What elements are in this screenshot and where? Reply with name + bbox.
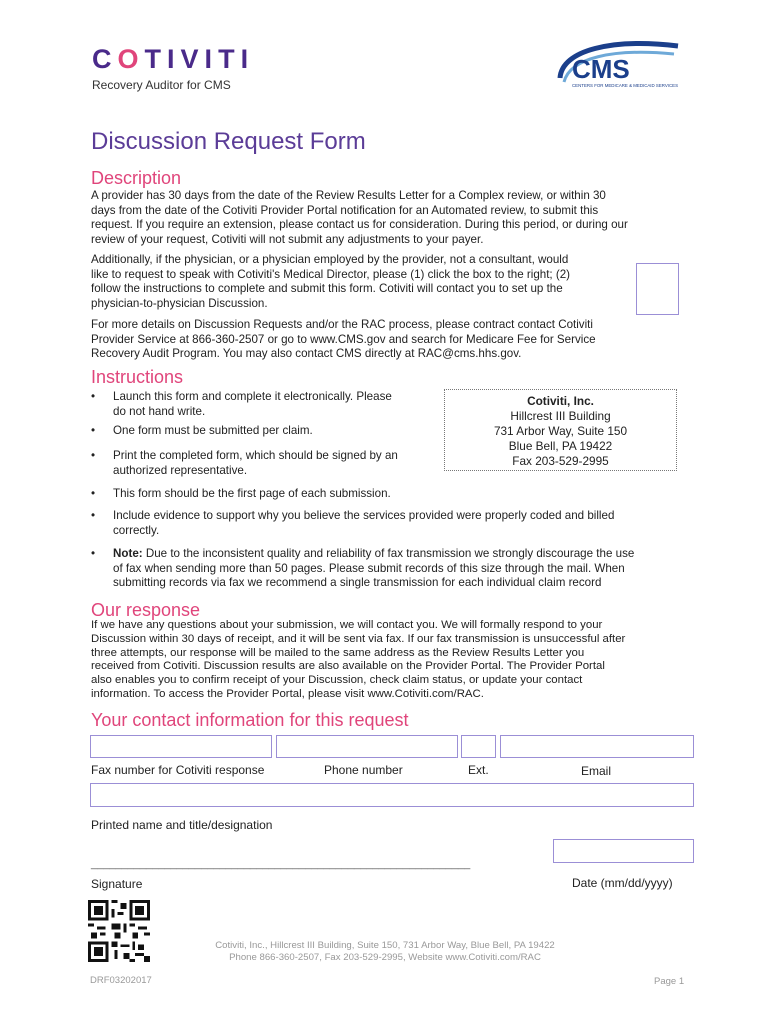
text-line: Additionally, if the physician, or a physician employed by the provider, not a consultant, would (91, 253, 569, 266)
response-heading: Our response (91, 600, 201, 620)
text-line: review of your request, Cotiviti will not submit any adjustments to your payer. (91, 232, 484, 246)
text-line: three attempts, our response will be mailed to the same address as the Review Results Letter you (91, 646, 585, 659)
form-id: DRF03202017 (90, 975, 152, 986)
text-line: of fax when sending more than 50 pages. Please submit records of this size through the mail. When (113, 561, 625, 575)
list-item (91, 547, 681, 592)
description-para3 (91, 318, 681, 362)
printed-name-field[interactable] (90, 783, 694, 807)
footer-line2: Phone 866-360-2507, Fax 203-529-2995, Website www.Cotiviti.com/RAC (229, 952, 541, 963)
text-line: One form must be submitted per claim. (113, 424, 313, 437)
email-label: Email (581, 764, 612, 778)
bullet-glyph: • (91, 390, 96, 403)
text-line: Discussion within 30 days of receipt, and it will be sent via fax. If our fax transmission is unsuccessful after (91, 632, 626, 645)
text-line: information. To access the Provider Portal, please visit www.Cotiviti.com/RAC. (91, 687, 484, 700)
cms-logo-subtext: CENTERS FOR MEDICARE & MEDICAID SERVICES (572, 83, 679, 88)
text-line: do not hand write. (113, 404, 206, 418)
signature-label: Signature (91, 877, 143, 891)
text-line: Print the completed form, which should be signed by an (113, 449, 398, 462)
contact-heading: Your contact information for this request (91, 710, 409, 730)
cms-logo-text: CMS (572, 54, 630, 84)
phone-number-label: Phone number (324, 763, 403, 777)
text-line: Provider Service at 866-360-2507 or go to www.CMS.gov and search for Medicare Fee for Service (91, 332, 596, 346)
text-line: For more details on Discussion Requests and/or the RAC process, please contract contact Cotiviti (91, 318, 593, 331)
text-line: Due to the inconsistent quality and reliability of fax transmission we strongly discourage the use (142, 547, 635, 560)
text-line: days from the date of the Cotiviti Provider Portal notification for an Automated review, to submit this (91, 203, 599, 217)
address-company: Cotiviti, Inc. (527, 394, 594, 408)
footer-address (160, 940, 610, 964)
note-label: Note: (113, 547, 143, 560)
logo-letter: I (167, 44, 181, 74)
email-field[interactable] (500, 735, 694, 758)
page-title: Discussion Request Form (91, 128, 366, 155)
date-field[interactable] (553, 839, 694, 863)
text-line: request. If you require an extension, please contact us for consideration. During this period, or during our (91, 218, 628, 232)
fax-number-field[interactable] (90, 735, 272, 758)
date-label: Date (mm/dd/yyyy) (572, 876, 673, 890)
logo-letter: V (180, 44, 205, 74)
description-heading: Description (91, 168, 182, 188)
description-para1 (91, 189, 681, 247)
text-line: A provider has 30 days from the date of the Review Results Letter for a Complex review, or within 30 (91, 189, 606, 202)
bullet-glyph: • (91, 509, 96, 522)
logo-letter: I (240, 44, 255, 74)
printed-name-label: Printed name and title/designation (91, 818, 273, 832)
list-item (91, 449, 431, 479)
text-line: received from Cotiviti. Discussion results are also available on the Provider Portal. The Provider Portal (91, 660, 605, 673)
logo-letter: T (218, 44, 241, 74)
mailing-address-box (444, 389, 677, 471)
bullet-glyph: • (91, 547, 96, 560)
text-line: Include evidence to support why you believe the services provided were properly coded and billed (113, 509, 615, 522)
text-line: authorized representative. (113, 463, 248, 477)
text-line: This form should be the first page of each submission. (113, 487, 391, 500)
cotiviti-logo (92, 44, 254, 75)
ext-field[interactable] (461, 735, 496, 758)
bullet-glyph: • (91, 449, 96, 462)
subtitle: Recovery Auditor for CMS (92, 78, 231, 92)
bullet-glyph: • (91, 487, 96, 500)
address-line3: Blue Bell, PA 19422 (508, 439, 613, 453)
text-line: Recovery Audit Program. You may also contact CMS directly at RAC@cms.hhs.gov. (91, 347, 522, 361)
fax-number-label: Fax number for Cotiviti response (91, 763, 265, 777)
text-line: If we have any questions about your submission, we will contact you. We will formally respond to your (91, 619, 603, 631)
physician-discussion-checkbox[interactable] (636, 263, 679, 315)
list-item (91, 509, 681, 539)
text-line: Launch this form and complete it electronically. Please (113, 390, 392, 403)
text-line: submitting records via fax we recommend a single transmission for each individual claim record (113, 576, 602, 590)
phone-number-field[interactable] (276, 735, 458, 758)
address-fax: Fax 203-529-2995 (512, 454, 609, 468)
footer-line1: Cotiviti, Inc., Hillcrest III Building, Suite 150, 731 Arbor Way, Blue Bell, PA 19422 (215, 940, 555, 951)
logo-text (92, 44, 254, 74)
address-line2: 731 Arbor Way, Suite 150 (493, 424, 628, 438)
response-paragraph (91, 619, 691, 702)
logo-letter: I (204, 44, 219, 74)
bullet-glyph: • (91, 424, 96, 437)
page-number: Page 1 (654, 976, 685, 987)
list-item (91, 390, 431, 420)
instructions-heading: Instructions (91, 367, 184, 387)
cms-logo (552, 38, 682, 94)
logo-letter: T (144, 44, 168, 74)
logo-letter: O (117, 44, 145, 74)
text-line: also enables you to confirm receipt of your Discussion, check claim status, or update your contact (91, 674, 583, 687)
signature-line: ______________________________________________________________ (91, 858, 471, 870)
logo-letter: C (92, 44, 118, 74)
text-line: like to request to speak with Cotiviti's Medical Director, please (1) click the box to the right; (2) (91, 267, 571, 281)
text-line: follow the instructions to complete and submit this form. Cotiviti will contact you to set up the (91, 282, 563, 296)
description-para2 (91, 253, 626, 311)
ext-label: Ext. (468, 763, 489, 777)
qr-code (88, 900, 150, 962)
address-line1: Hillcrest III Building (510, 409, 611, 423)
text-line: correctly. (113, 523, 160, 537)
text-line: physician-to-physician Discussion. (91, 296, 268, 310)
